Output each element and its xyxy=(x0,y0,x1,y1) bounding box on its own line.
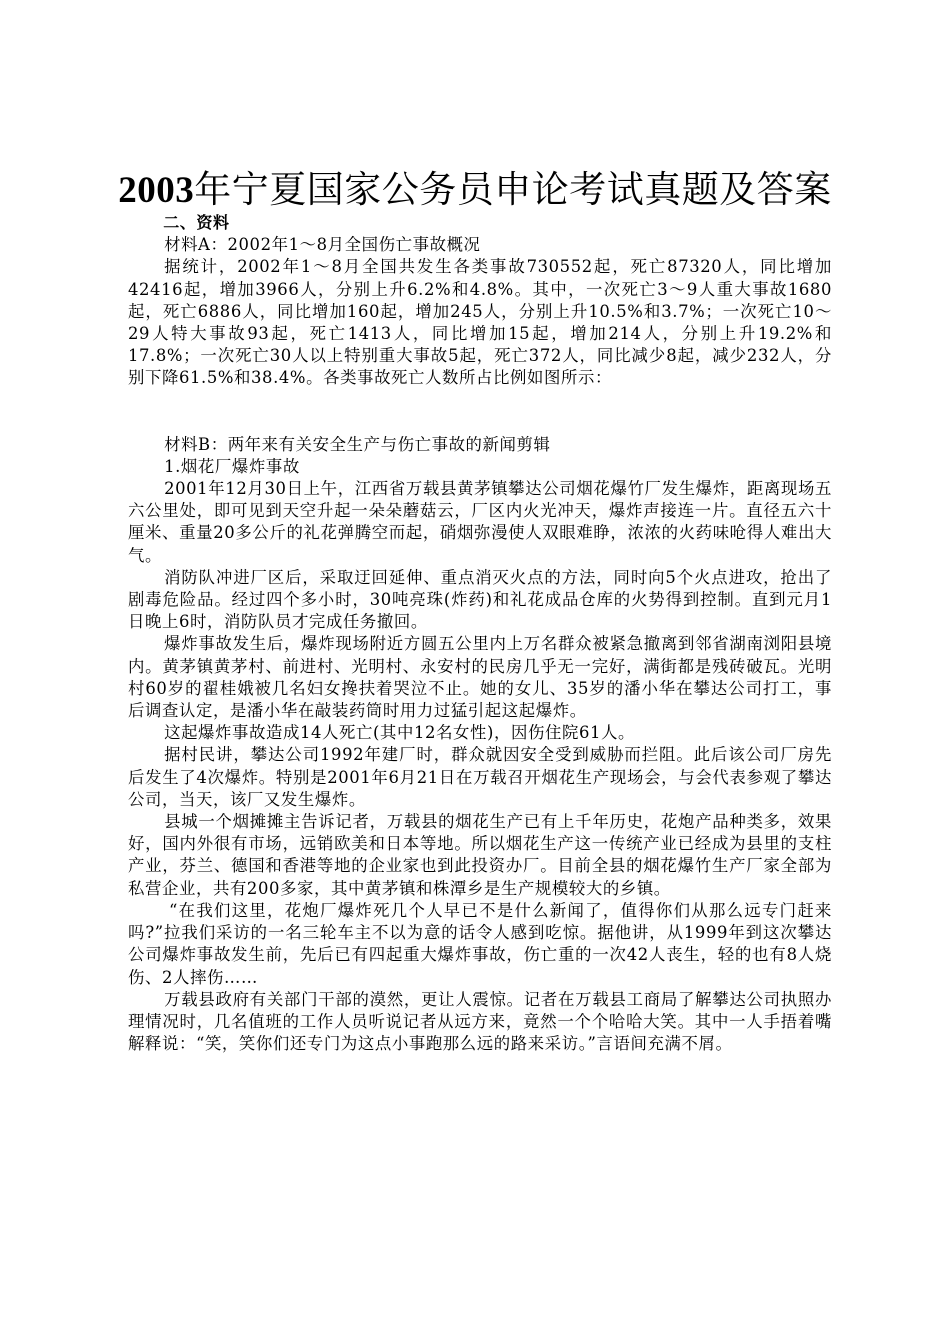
body-paragraph: 万载县政府有关部门干部的漠然，更让人震惊。记者在万载县工商局了解攀达公司执照办理情况时，几名值班的工作人员听说记者从远方来，竟然一个个哈哈大笑。其中一人手捂着嘴解释说：“笑，笑你们还专门为这点小事跑那么远的路来采访。”言语间充满不屑。 xyxy=(128,989,832,1054)
body-paragraph: 爆炸事故发生后，爆炸现场附近方圆五公里内上万名群众被紧急撤离到邻省湖南浏阳县境内。黄茅镇黄茅村、前进村、光明村、永安村的民房几乎无一完好，满街都是残砖破瓦。光明村60岁的翟桂娥被几名妇女搀扶着哭泣不止。她的女儿、35岁的潘小华在攀达公司打工，事后调查认定，是潘小华在敲装药筒时用力过猛引起这起爆炸。 xyxy=(128,634,832,721)
material-b-title: 材料B：两年来有关安全生产与伤亡事故的新闻剪辑 xyxy=(164,434,551,454)
body-paragraph: “在我们这里，花炮厂爆炸死几个人早已不是什么新闻了，值得你们从那么远专门赶来吗?”拉我们采访的一名三轮车主不以为意的话令人感到吃惊。据他讲，从1999年到这次攀达公司爆炸事故发生前，先后已有四起重大爆炸事故，伤亡重的一次42人丧生，轻的也有8人烧伤、2人摔伤…… xyxy=(128,900,832,987)
title-year: 2003 xyxy=(118,170,195,211)
body-paragraph: 2001年12月30日上午，江西省万载县黄茅镇攀达公司烟花爆竹厂发生爆炸，距离现场五六公里处，即可见到天空升起一朵朵蘑菇云，厂区内火光冲天，爆炸声接连一片。直径五六十厘米、重量20多公斤的礼花弹腾空而起，硝烟弥漫使人双眼难睁，浓浓的火药味呛得人难出大气。 xyxy=(128,479,832,565)
material-a-title: 材料A：2002年1～8月全国伤亡事故概况 xyxy=(164,235,481,255)
page-title xyxy=(0,168,950,214)
title-text: 年宁夏国家公务员申论考试真题及答案 xyxy=(194,170,832,211)
body-paragraph: 消防队冲进厂区后，采取迂回延伸、重点消灭火点的方法，同时向5个火点进攻，抢出了剧毒危险品。经过四个多小时，30吨亮珠(炸药)和礼花成品仓库的火势得到控制。直到元月1日晚上6时，消防队员才完成任务撤回。 xyxy=(128,567,832,632)
body-paragraph: 县城一个烟摊摊主告诉记者，万载县的烟花生产已有上千年历史，花炮产品种类多，效果好，国内外很有市场，远销欧美和日本等地。所以烟花生产这一传统产业已经成为县里的支柱产业，芬兰、德国和香港等地的企业家也到此投资办厂。目前全县的烟花爆竹生产厂家全部为私营企业，共有200多家，其中黄茅镇和株潭乡是生产规模较大的乡镇。 xyxy=(128,812,832,898)
material-a-paragraph: 据统计，2002年1～8月全国共发生各类事故730552起，死亡87320人，同比增加42416起，增加3966人，分别上升6.2%和4.8%。其中，一次死亡3～9人重大事故1680起，死亡6886人，同比增加160起，增加245人，分别上升10.5%和3.7%；一次死亡10～29人特大事故93起，死亡1413人，同比增加15起，增加214人，分别上升19.2%和17.8%；一次死亡30人以上特别重大事故5起，死亡372人，同比减少8起，减少232人，分别下降61.5%和38.4%。各类事故死亡人数所占比例如图所示： xyxy=(128,257,832,388)
section-heading: 二、资料 xyxy=(163,213,230,232)
body-paragraph: 据村民讲，攀达公司1992年建厂时，群众就因安全受到威胁而拦阻。此后该公司厂房先后发生了4次爆炸。特别是2001年6月21日在万载召开烟花生产现场会，与会代表参观了攀达公司，当天，该厂又发生爆炸。 xyxy=(128,745,832,809)
document-body xyxy=(128,212,832,1055)
body-paragraph: 这起爆炸事故造成14人死亡(其中12名女性)，因伤住院61人。 xyxy=(164,723,636,743)
item-1-title: 1.烟花厂爆炸事故 xyxy=(164,456,300,476)
